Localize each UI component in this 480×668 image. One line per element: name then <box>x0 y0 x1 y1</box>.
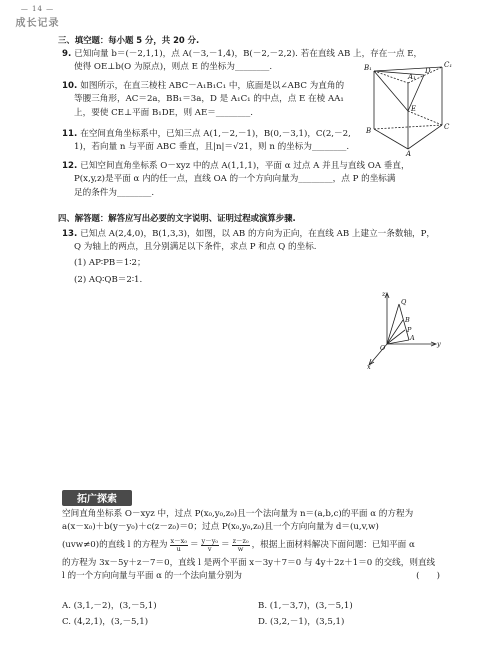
question-10-number: 10. <box>62 81 78 91</box>
question-10-line-1 <box>62 80 362 93</box>
question-11-line-1 <box>62 128 446 141</box>
question-12-line-1 <box>62 160 446 173</box>
point-label-B: B <box>405 316 410 324</box>
label-C: C <box>444 123 450 131</box>
question-9-line-2: 使得 OE⊥b(O 为原点)，则点 E 的坐标为________. <box>74 62 273 73</box>
question-12-line-3: 足的条件为________. <box>74 187 155 198</box>
question-11-text-1: 在空间直角坐标系中，已知三点 A(1,－2,－1)，B(0,－3,1)，C(2,－2, <box>80 129 351 139</box>
extension-problem <box>62 508 448 583</box>
answer-bracket: ( ) <box>416 570 440 581</box>
question-11-number: 11. <box>62 129 78 139</box>
fraction-y-numerator: y－y₀ <box>201 536 218 545</box>
axis-label-y: y <box>437 340 441 348</box>
option-A: A. (3,1,－2)，(3,－5,1) <box>62 601 157 611</box>
label-A1: A₁ <box>408 73 416 81</box>
question-12-number: 12. <box>62 161 78 171</box>
coordinate-figure <box>365 290 447 370</box>
extension-line-3: (uvw≠0)的直线 l 的方程为 $\frac{\text{x－x₀}}{u}$ ＝ $\frac{\text{y－y₀}}{v}$ ＝ $\frac{\text{z－z₀}}{w}$ ，根据上面材料解决下面问题：已知平面 α <box>62 536 415 554</box>
question-13-line-2: Q 为轴上的两点，且分别满足以下条件，求点 P 和点 Q 的坐标. <box>74 242 317 253</box>
extension-logo-text: 拓广探索 <box>77 494 117 505</box>
brand-title: 成长记录 <box>15 18 60 29</box>
question-11-line-2: 1)，若向量 n 与平面 ABC 垂直，且|n|＝√21，则 n 的坐标为________. <box>74 142 350 153</box>
page-number: — 14 — <box>20 5 55 13</box>
question-9-text-1: 已知向量 b＝(－2,1,1)，点 A(－3,－1,4)，B(－2,－2,2). 若在直线 AB 上，存在一点 E， <box>74 49 423 59</box>
fraction-x-numerator: x－x₀ <box>170 536 187 545</box>
fraction-x <box>170 538 188 553</box>
extension-line-4: 的方程为 3x－5y＋z－7＝0，直线 l 是两个平面 x－3y＋7＝0 与 4y＋2z＋1＝0 的交线，则直线 <box>62 557 436 568</box>
question-13-line-1 <box>62 228 446 241</box>
fraction-y-denominator: v <box>207 545 212 554</box>
label-A: A <box>406 150 412 157</box>
label-E: E <box>411 105 417 113</box>
option-D: D. (3,2,－1)，(3,5,1) <box>258 617 345 627</box>
question-10-text-1: 如图所示，在直三棱柱 ABC－A₁B₁C₁ 中，底面是以∠ABC 为直角的 <box>80 81 345 91</box>
fraction-z-denominator: w <box>237 545 244 554</box>
question-11 <box>62 128 446 155</box>
option-C: C. (4,2,1)，(3,－5,1) <box>62 617 149 627</box>
extension-line-5 <box>62 570 448 583</box>
question-13-text-1: 已知点 A(2,4,0)，B(1,3,3)，如图，以 AB 的方向为正向，在直线 AB 上建立一条数轴，P， <box>80 229 436 239</box>
label-C1: C₁ <box>444 61 452 69</box>
question-13 <box>62 228 446 287</box>
question-12-text-1: 已知空间直角坐标系 O－xyz 中的点 A(1,1,1)，平面 α 过点 A 并且与直线 OA 垂直， <box>80 161 410 171</box>
point-label-P: P <box>407 326 412 334</box>
label-B1: B₁ <box>364 64 372 72</box>
axis-label-z: z <box>382 290 386 298</box>
extension-line-3-end: ，根据上面材料解决下面问题：已知平面 α <box>251 539 415 550</box>
question-9-line-1 <box>62 48 446 61</box>
question-12 <box>62 160 446 200</box>
question-9-number: 9. <box>62 49 72 59</box>
fraction-y <box>201 538 219 553</box>
extension-line-1: 空间直角坐标系 O－xyz 中，过点 P(x₀,y₀,z₀)且一个法向量为 n＝(a,b,c)的平面 α 的方程为 <box>62 509 414 519</box>
fraction-z <box>232 538 250 553</box>
question-13-sub-2: (2) AQ∶QB＝2∶1. <box>74 274 143 285</box>
question-10-line-3: 上，要使 CE⊥平面 B₁DE，则 AE＝________. <box>74 107 253 118</box>
extension-logo <box>62 490 132 506</box>
section-3-title: 三、填空题：每小题 5 分，共 20 分. <box>58 35 200 45</box>
question-10 <box>62 80 362 120</box>
axis-label-x: x <box>367 363 371 370</box>
label-D: D <box>425 67 431 75</box>
extension-line-2: a(x－x₀)＋b(y－y₀)＋c(z－z₀)＝0；过点 P(x₀,y₀,z₀)且一个方向向量为 d＝(u,v,w) <box>62 522 379 533</box>
extension-line-5-text: l 的一个方向向量与平面 α 的一个法向量分别为 <box>62 570 243 581</box>
question-13-number: 13. <box>62 229 78 239</box>
fraction-z-numerator: z－z₀ <box>232 536 249 545</box>
point-label-A: A <box>410 334 415 342</box>
question-13-sub-1: (1) AP∶PB＝1∶2； <box>74 257 146 268</box>
extension-line-3-start: (uvw≠0)的直线 l 的方程为 <box>62 539 168 550</box>
question-12-line-2: P(x,y,z)是平面 α 内的任一点，直线 OA 的一个方向向量为________，点 P 的坐标满 <box>74 174 396 185</box>
point-label-Q: Q <box>401 298 407 306</box>
fraction-x-denominator: u <box>176 545 181 554</box>
label-B: B <box>366 127 372 135</box>
section-4-title: 四、解答题：解答应写出必要的文字说明、证明过程或演算步骤. <box>58 213 296 223</box>
option-B: B. (1,－3,7)，(3,－5,1) <box>258 601 353 611</box>
origin-label-O: O <box>380 344 386 352</box>
question-10-line-2: 等腰三角形，AC＝2a，BB₁＝3a，D 是 A₁C₁ 的中点，点 E 在棱 AA₁ <box>74 94 344 105</box>
